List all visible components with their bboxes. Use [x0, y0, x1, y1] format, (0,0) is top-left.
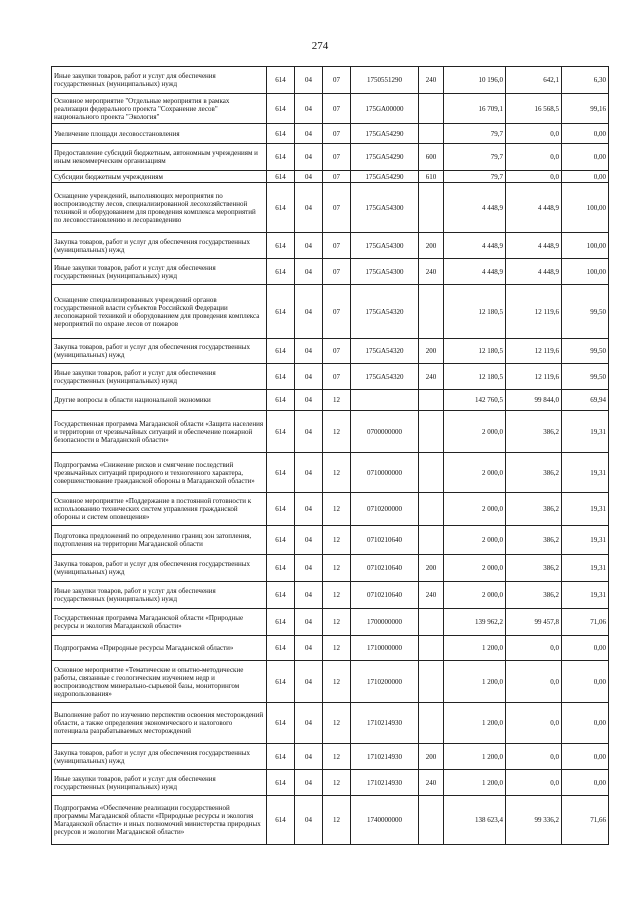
row-target-article: 175GA54300	[351, 259, 419, 285]
row-expense-type	[419, 636, 444, 661]
row-subsection-code: 07	[323, 144, 351, 171]
row-name: Подпрограмма «Обеспечение реализации государственной программы Магаданской области «Природные ресурсы и экология Магаданской области» и иных полномочий министерства природных ресурсов и экологии Магаданской области»	[52, 796, 267, 845]
row-ministry-code: 614	[267, 453, 295, 493]
row-planned-amount: 138 623,4	[444, 796, 506, 845]
row-subsection-code: 12	[323, 453, 351, 493]
row-planned-amount: 79,7	[444, 144, 506, 171]
row-executed-amount: 0,0	[506, 661, 562, 703]
table-row	[52, 493, 609, 526]
row-section-code: 04	[295, 259, 323, 285]
row-target-article: 1740000000	[351, 796, 419, 845]
row-execution-percent: 0,00	[562, 744, 609, 770]
row-ministry-code: 614	[267, 636, 295, 661]
row-planned-amount: 2 000,0	[444, 453, 506, 493]
row-execution-percent: 99,50	[562, 339, 609, 364]
row-execution-percent: 0,00	[562, 171, 609, 183]
row-subsection-code: 12	[323, 390, 351, 411]
row-planned-amount: 1 200,0	[444, 744, 506, 770]
row-executed-amount: 386,2	[506, 582, 562, 609]
row-planned-amount: 2 000,0	[444, 526, 506, 555]
row-ministry-code: 614	[267, 796, 295, 845]
row-ministry-code: 614	[267, 493, 295, 526]
row-target-article: 175GA54320	[351, 285, 419, 339]
budget-table	[51, 66, 609, 845]
table-row	[52, 364, 609, 390]
row-expense-type: 200	[419, 555, 444, 582]
row-name: Оснащение учреждений, выполняющих мероприятия по воспроизводству лесов, специализированной лесохозяйственной техникой и оборудованием для проведения комплекса мероприятий по лесовосстановлению и лесоразведению	[52, 183, 267, 233]
row-executed-amount: 4 448,9	[506, 233, 562, 259]
row-expense-type: 240	[419, 364, 444, 390]
row-expense-type	[419, 390, 444, 411]
table-row	[52, 609, 609, 636]
row-execution-percent: 100,00	[562, 183, 609, 233]
row-name: Закупка товаров, работ и услуг для обеспечения государственных (муниципальных) нужд	[52, 233, 267, 259]
table-row	[52, 390, 609, 411]
row-target-article: 175GA54290	[351, 124, 419, 144]
row-executed-amount: 12 119,6	[506, 364, 562, 390]
row-planned-amount: 2 000,0	[444, 555, 506, 582]
row-section-code: 04	[295, 124, 323, 144]
row-expense-type	[419, 661, 444, 703]
row-planned-amount: 79,7	[444, 171, 506, 183]
row-executed-amount: 386,2	[506, 453, 562, 493]
row-execution-percent: 99,50	[562, 285, 609, 339]
row-section-code: 04	[295, 339, 323, 364]
row-section-code: 04	[295, 183, 323, 233]
row-planned-amount: 12 180,5	[444, 285, 506, 339]
row-planned-amount: 142 760,5	[444, 390, 506, 411]
table-row	[52, 144, 609, 171]
row-target-article: 175GA54290	[351, 171, 419, 183]
row-executed-amount: 99 844,0	[506, 390, 562, 411]
row-executed-amount: 386,2	[506, 493, 562, 526]
row-target-article	[351, 390, 419, 411]
row-expense-type	[419, 411, 444, 453]
table-row	[52, 285, 609, 339]
row-ministry-code: 614	[267, 609, 295, 636]
row-expense-type: 600	[419, 144, 444, 171]
row-name: Основное мероприятие "Отдельные мероприятия в рамках реализации федерального проекта "Сохранение лесов" национального проекта "Экология"	[52, 94, 267, 124]
row-target-article: 175GA54320	[351, 364, 419, 390]
table-body	[52, 67, 609, 845]
row-target-article: 0710200000	[351, 493, 419, 526]
row-target-article: 175GA54300	[351, 233, 419, 259]
row-executed-amount: 12 119,6	[506, 285, 562, 339]
table-row	[52, 233, 609, 259]
row-planned-amount: 1 200,0	[444, 770, 506, 796]
row-execution-percent: 0,00	[562, 770, 609, 796]
row-execution-percent: 19,31	[562, 493, 609, 526]
row-subsection-code: 07	[323, 124, 351, 144]
row-target-article: 1710214930	[351, 770, 419, 796]
row-name: Подпрограмма «Природные ресурсы Магаданской области»	[52, 636, 267, 661]
row-expense-type	[419, 124, 444, 144]
table-row	[52, 67, 609, 94]
table-row	[52, 526, 609, 555]
row-name: Выполнение работ по изучению перспектив освоения месторождений области, а также определения экономического и налогового потенциала разрабатываемых месторождений	[52, 703, 267, 744]
row-section-code: 04	[295, 364, 323, 390]
row-ministry-code: 614	[267, 526, 295, 555]
row-section-code: 04	[295, 493, 323, 526]
row-name: Другие вопросы в области национальной экономики	[52, 390, 267, 411]
row-executed-amount: 642,1	[506, 67, 562, 94]
row-execution-percent: 0,00	[562, 636, 609, 661]
row-target-article: 0700000000	[351, 411, 419, 453]
row-execution-percent: 0,00	[562, 124, 609, 144]
row-section-code: 04	[295, 770, 323, 796]
row-execution-percent: 99,16	[562, 94, 609, 124]
row-section-code: 04	[295, 526, 323, 555]
row-name: Закупка товаров, работ и услуг для обеспечения государственных (муниципальных) нужд	[52, 339, 267, 364]
row-execution-percent: 100,00	[562, 233, 609, 259]
row-target-article: 1710214930	[351, 744, 419, 770]
row-executed-amount: 99 457,8	[506, 609, 562, 636]
row-target-article: 1710214930	[351, 703, 419, 744]
row-ministry-code: 614	[267, 744, 295, 770]
row-subsection-code: 12	[323, 703, 351, 744]
row-section-code: 04	[295, 411, 323, 453]
row-name: Оснащение специализированных учреждений органов государственной власти субъектов Российской Федерации лесопожарной техникой и оборудованием для проведения комплекса мероприятий по охране лесов от пожаров	[52, 285, 267, 339]
row-execution-percent: 19,31	[562, 411, 609, 453]
row-target-article: 1700000000	[351, 609, 419, 636]
page-number: 274	[311, 40, 329, 52]
row-section-code: 04	[295, 453, 323, 493]
row-section-code: 04	[295, 703, 323, 744]
row-expense-type: 240	[419, 770, 444, 796]
row-subsection-code: 12	[323, 555, 351, 582]
row-executed-amount: 0,0	[506, 744, 562, 770]
row-ministry-code: 614	[267, 364, 295, 390]
row-expense-type: 200	[419, 339, 444, 364]
row-section-code: 04	[295, 390, 323, 411]
row-name: Иные закупки товаров, работ и услуг для обеспечения государственных (муниципальных) нужд	[52, 259, 267, 285]
row-section-code: 04	[295, 609, 323, 636]
row-planned-amount: 2 000,0	[444, 493, 506, 526]
row-expense-type: 610	[419, 171, 444, 183]
table-row	[52, 124, 609, 144]
row-expense-type	[419, 183, 444, 233]
row-subsection-code: 07	[323, 285, 351, 339]
row-ministry-code: 614	[267, 582, 295, 609]
row-ministry-code: 614	[267, 144, 295, 171]
row-section-code: 04	[295, 233, 323, 259]
row-section-code: 04	[295, 171, 323, 183]
row-expense-type	[419, 526, 444, 555]
row-execution-percent: 0,00	[562, 661, 609, 703]
row-target-article: 0710210640	[351, 582, 419, 609]
row-name: Иные закупки товаров, работ и услуг для обеспечения государственных (муниципальных) нужд	[52, 364, 267, 390]
row-ministry-code: 614	[267, 94, 295, 124]
row-name: Государственная программа Магаданской области «Природные ресурсы и экология Магаданской области»	[52, 609, 267, 636]
table-row	[52, 453, 609, 493]
row-subsection-code: 12	[323, 493, 351, 526]
row-planned-amount: 4 448,9	[444, 233, 506, 259]
row-executed-amount: 0,0	[506, 636, 562, 661]
table-row	[52, 555, 609, 582]
row-section-code: 04	[295, 796, 323, 845]
row-section-code: 04	[295, 582, 323, 609]
row-executed-amount: 0,0	[506, 124, 562, 144]
row-ministry-code: 614	[267, 233, 295, 259]
row-section-code: 04	[295, 744, 323, 770]
row-section-code: 04	[295, 285, 323, 339]
row-name: Закупка товаров, работ и услуг для обеспечения государственных (муниципальных) нужд	[52, 744, 267, 770]
row-ministry-code: 614	[267, 661, 295, 703]
row-planned-amount: 139 962,2	[444, 609, 506, 636]
row-expense-type: 240	[419, 259, 444, 285]
row-name: Закупка товаров, работ и услуг для обеспечения государственных (муниципальных) нужд	[52, 555, 267, 582]
table-row	[52, 636, 609, 661]
row-executed-amount: 16 568,5	[506, 94, 562, 124]
row-subsection-code: 12	[323, 582, 351, 609]
row-execution-percent: 6,30	[562, 67, 609, 94]
row-expense-type	[419, 285, 444, 339]
table-row	[52, 703, 609, 744]
row-planned-amount: 2 000,0	[444, 411, 506, 453]
row-subsection-code: 12	[323, 609, 351, 636]
row-subsection-code: 12	[323, 411, 351, 453]
row-planned-amount: 4 448,9	[444, 259, 506, 285]
row-subsection-code: 12	[323, 526, 351, 555]
row-expense-type: 200	[419, 744, 444, 770]
row-planned-amount: 2 000,0	[444, 582, 506, 609]
row-name: Иные закупки товаров, работ и услуг для обеспечения государственных (муниципальных) нужд	[52, 67, 267, 94]
row-execution-percent: 71,66	[562, 796, 609, 845]
row-executed-amount: 99 336,2	[506, 796, 562, 845]
row-execution-percent: 100,00	[562, 259, 609, 285]
row-subsection-code: 07	[323, 233, 351, 259]
row-ministry-code: 614	[267, 703, 295, 744]
table-row	[52, 582, 609, 609]
row-expense-type	[419, 94, 444, 124]
row-subsection-code: 12	[323, 636, 351, 661]
row-name: Основное мероприятие «Поддержание в постоянной готовности к использованию технических систем управления гражданской обороны и систем оповещения»	[52, 493, 267, 526]
table-row	[52, 94, 609, 124]
row-subsection-code: 12	[323, 744, 351, 770]
row-name: Предоставление субсидий бюджетным, автономным учреждениям и иным некоммерческим организациям	[52, 144, 267, 171]
row-subsection-code: 07	[323, 67, 351, 94]
row-executed-amount: 0,0	[506, 770, 562, 796]
row-executed-amount: 0,0	[506, 171, 562, 183]
row-ministry-code: 614	[267, 339, 295, 364]
row-subsection-code: 07	[323, 171, 351, 183]
row-executed-amount: 0,0	[506, 144, 562, 171]
row-execution-percent: 99,50	[562, 364, 609, 390]
row-ministry-code: 614	[267, 555, 295, 582]
row-name: Субсидии бюджетным учреждениям	[52, 171, 267, 183]
row-subsection-code: 07	[323, 364, 351, 390]
row-name: Подготовка предложений по определению границ зон затопления, подтопления на территории Магаданской области	[52, 526, 267, 555]
row-executed-amount: 12 119,6	[506, 339, 562, 364]
row-name: Государственная программа Магаданской области «Защита населения и территории от чрезвычайных ситуаций и обеспечение пожарной безопасности в Магаданской области»	[52, 411, 267, 453]
row-execution-percent: 19,31	[562, 453, 609, 493]
row-target-article: 175GA54320	[351, 339, 419, 364]
row-execution-percent: 0,00	[562, 703, 609, 744]
row-expense-type: 240	[419, 67, 444, 94]
row-planned-amount: 1 200,0	[444, 636, 506, 661]
row-section-code: 04	[295, 661, 323, 703]
row-subsection-code: 07	[323, 259, 351, 285]
table-row	[52, 259, 609, 285]
row-executed-amount: 0,0	[506, 703, 562, 744]
row-section-code: 04	[295, 144, 323, 171]
row-name: Увеличение площади лесовосстановления	[52, 124, 267, 144]
row-target-article: 175GA00000	[351, 94, 419, 124]
row-name: Иные закупки товаров, работ и услуг для обеспечения государственных (муниципальных) нужд	[52, 770, 267, 796]
row-subsection-code: 12	[323, 770, 351, 796]
row-execution-percent: 19,31	[562, 526, 609, 555]
row-name: Иные закупки товаров, работ и услуг для обеспечения государственных (муниципальных) нужд	[52, 582, 267, 609]
row-planned-amount: 10 196,0	[444, 67, 506, 94]
row-ministry-code: 614	[267, 124, 295, 144]
row-ministry-code: 614	[267, 285, 295, 339]
table-row	[52, 744, 609, 770]
row-target-article: 175GA54290	[351, 144, 419, 171]
row-target-article: 0710210640	[351, 526, 419, 555]
row-target-article: 1750551290	[351, 67, 419, 94]
row-name: Основное мероприятие «Тематические и опытно-методические работы, связанные с геологическим изучением недр и воспроизводством минерально-сырьевой базы, мониторингом недропользования»	[52, 661, 267, 703]
row-section-code: 04	[295, 94, 323, 124]
row-subsection-code: 07	[323, 183, 351, 233]
row-section-code: 04	[295, 555, 323, 582]
row-execution-percent: 71,06	[562, 609, 609, 636]
row-execution-percent: 19,31	[562, 555, 609, 582]
row-ministry-code: 614	[267, 259, 295, 285]
table-row	[52, 339, 609, 364]
row-planned-amount: 12 180,5	[444, 339, 506, 364]
row-target-article: 0710000000	[351, 453, 419, 493]
row-planned-amount: 1 200,0	[444, 661, 506, 703]
table-row	[52, 770, 609, 796]
table-row	[52, 796, 609, 845]
row-executed-amount: 386,2	[506, 411, 562, 453]
table-row	[52, 411, 609, 453]
row-ministry-code: 614	[267, 171, 295, 183]
table-row	[52, 171, 609, 183]
row-ministry-code: 614	[267, 67, 295, 94]
row-execution-percent: 69,94	[562, 390, 609, 411]
row-expense-type	[419, 609, 444, 636]
row-ministry-code: 614	[267, 183, 295, 233]
row-ministry-code: 614	[267, 390, 295, 411]
row-expense-type	[419, 453, 444, 493]
row-executed-amount: 4 448,9	[506, 259, 562, 285]
row-planned-amount: 4 448,9	[444, 183, 506, 233]
row-execution-percent: 0,00	[562, 144, 609, 171]
row-name: Подпрограмма «Снижение рисков и смягчение последствий чрезвычайных ситуаций природного и техногенного характера, совершенствование гражданской обороны в Магаданской области»	[52, 453, 267, 493]
row-subsection-code: 07	[323, 94, 351, 124]
table-row	[52, 661, 609, 703]
row-target-article: 1710200000	[351, 661, 419, 703]
row-target-article: 1710000000	[351, 636, 419, 661]
row-section-code: 04	[295, 67, 323, 94]
row-planned-amount: 1 200,0	[444, 703, 506, 744]
row-target-article: 175GA54300	[351, 183, 419, 233]
row-expense-type: 240	[419, 582, 444, 609]
row-subsection-code: 12	[323, 661, 351, 703]
row-executed-amount: 386,2	[506, 526, 562, 555]
row-subsection-code: 07	[323, 339, 351, 364]
row-ministry-code: 614	[267, 770, 295, 796]
row-planned-amount: 16 709,1	[444, 94, 506, 124]
row-ministry-code: 614	[267, 411, 295, 453]
row-target-article: 0710210640	[351, 555, 419, 582]
row-expense-type	[419, 796, 444, 845]
table-row	[52, 183, 609, 233]
row-expense-type	[419, 703, 444, 744]
row-expense-type: 200	[419, 233, 444, 259]
row-subsection-code: 12	[323, 796, 351, 845]
row-section-code: 04	[295, 636, 323, 661]
row-expense-type	[419, 493, 444, 526]
row-planned-amount: 12 180,5	[444, 364, 506, 390]
row-execution-percent: 19,31	[562, 582, 609, 609]
row-executed-amount: 386,2	[506, 555, 562, 582]
row-planned-amount: 79,7	[444, 124, 506, 144]
row-executed-amount: 4 448,9	[506, 183, 562, 233]
